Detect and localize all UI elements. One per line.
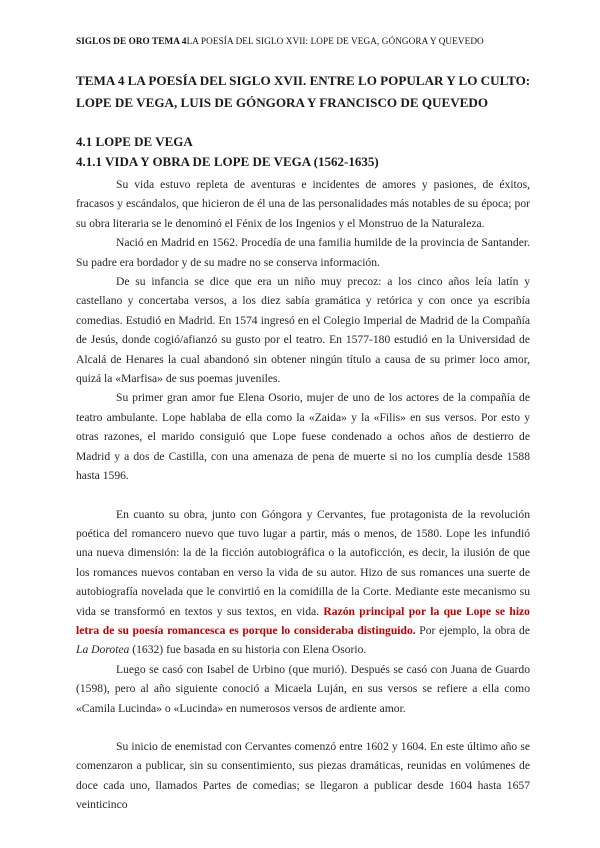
- paragraph: Nació en Madrid en 1562. Procedía de una familia humilde de la provincia de Santander. Su padre era bordador y de su madre no se conserva información.: [76, 236, 530, 269]
- subsection-heading: 4.1.1 VIDA Y OBRA DE LOPE DE VEGA (1562-1635): [76, 154, 379, 169]
- running-header: [76, 36, 536, 46]
- section-heading: 4.1 LOPE DE VEGA: [76, 134, 193, 149]
- paragraph-text: Por ejemplo, la obra de: [415, 623, 530, 637]
- paragraph: Su vida estuvo repleta de aventuras e incidentes de amores y pasiones, de éxitos, fracasos y escándalos, que hicieron de él una de las personalidades más notables de su época; por su obra literaria se le denominó el Fénix de los Ingenios y el Monstruo de la Naturaleza.: [76, 178, 530, 230]
- body-text: [76, 175, 530, 815]
- paragraph: De su infancia se dice que era un niño muy precoz: a los cinco años leía latín y castellano y concertaba versos, a los diez sabía gramática y retórica y con once ya escribía comedias. Estudió en Madrid. En 1574 ingresó en el Colegio Imperial de Madrid de la Compañía de Jesús, donde cogió/afianzó su gusto por el teatro. En 1577-180 estudió en la Universidad de Alcalá de Henares la cual abandonó sin obtener ningún título a causa de su primer loco amor, quizá la «Marfisa» de sus poemas juveniles.: [76, 275, 530, 386]
- running-header-rest: LA POESÍA DEL SIGLO XVII: LOPE DE VEGA, GÓNGORA Y QUEVEDO: [186, 36, 484, 46]
- work-title: La Dorotea: [76, 643, 130, 657]
- running-header-bold: SIGLOS DE ORO TEMA 4: [76, 36, 187, 46]
- paragraph: Luego se casó con Isabel de Urbino (que murió). Después se casó con Juana de Guardo (1598), pero al año siguiente conoció a Micaela Luján, en sus versos se refiere a ella como «Camila Lucinda» o «Lucinda» en numerosos versos de ardiente amor.: [76, 662, 530, 715]
- page-title: TEMA 4 LA POESÍA DEL SIGLO XVII. ENTRE LO POPULAR Y LO CULTO: LOPE DE VEGA, LUIS DE GÓNGORA Y FRANCISCO DE QUEVEDO: [76, 73, 531, 110]
- paragraph-obra: [76, 505, 530, 660]
- highlighted-sentence: Razón principal por la que Lope se hizo letra de su poesía romancesca es porque lo consideraba distinguido.: [76, 604, 530, 637]
- paragraph-text: (1632) fue basada en su historia con Elena Osorio.: [129, 643, 367, 657]
- paragraph: Su primer gran amor fue Elena Osorio, mujer de uno de los actores de la compañía de teatro ambulante. Lope hablaba de ella como la «Zaida» y la «Filis» en sus versos. Por esto y otras razones, el marido consiguió que Lope fuese condenado a ochos años de destierro de Madrid y a dos de Castilla, con una amenaza de pena de muerte si no los cumplía desde 1588 hasta 1596.: [76, 391, 530, 483]
- paragraph: Su inicio de enemistad con Cervantes comenzó entre 1602 y 1604. En este último año se comenzaron a publicar, sin su consentimiento, sus piezas dramáticas, reunidas en volúmenes de doce cada uno, llamados Partes de comedias; se llegaron a publicar desde 1604 hasta 1657 veinticinco: [76, 739, 530, 812]
- paragraph-text: En cuanto su obra, junto con Góngora y Cervantes, fue protagonista de la revolución poética del romancero nuevo que tuvo lugar a partir, más o menos, de 1580. Lope les infundió una nueva dimensión: la de la ficción autobiográfica o la autoficción, es decir, la ilusión de que los romances nuevos contaban en verso la vida de su autor. Hizo de sus romances una suerte de autobiografía novelada que le convirtió en la comidilla de la Corte. Mediante este mecanismo su vida se transformó en textos y sus textos, en vida.: [76, 507, 530, 618]
